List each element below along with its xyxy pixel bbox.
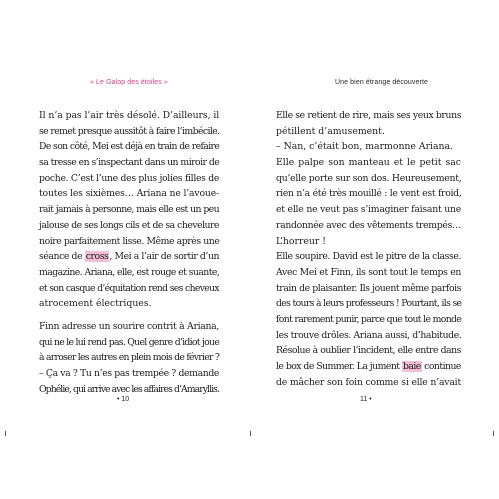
crop-mark-left (5, 431, 6, 436)
text-line: qui ne le lui rend pas. Quel genre d’idiot joue (39, 336, 220, 348)
body-text-left (39, 108, 219, 397)
body-text-right (276, 108, 461, 390)
text-line (276, 359, 461, 375)
text-line (39, 249, 219, 265)
text-fragment: , Mei a l’air de sortir d’un (109, 251, 220, 263)
text-line: Elle soupire. David est le pitre de la classe. (276, 251, 462, 263)
text-line: rait jamais à personne, mais elle est un peu (39, 204, 219, 216)
text-line: train de plaisanter. Ils jouent même parfois (276, 282, 461, 294)
text-line: noire parfaitement lisse. Même après une (39, 235, 220, 247)
text-line: sa tresse en s’inspectant dans un miroir de (39, 157, 220, 169)
text-line: Ophélie, qui arrive avec les affaires d’Amaryllis. (39, 383, 219, 395)
text-line: Elle se retient de rire, mais ses yeux bruns (276, 110, 462, 121)
highlighted-word: baie (402, 361, 421, 372)
text-fragment: séance de (39, 251, 85, 263)
text-line: rien n’a été très mouillé : le vent est froid, (276, 188, 462, 200)
running-head-right: Une bien étrange découverte (335, 79, 428, 86)
text-fragment: le box de Summer. La jument (276, 361, 402, 372)
text-line: toutes les sixièmes… Ariana ne l’avoue- (39, 188, 219, 200)
text-line: – Ça va ? Tu n’es pas trempée ? demande (39, 368, 220, 379)
text-line: randonnée avec des vêtements trempés… (276, 219, 461, 231)
text-line: se remet presque aussitôt à faire l’imbécile. (39, 125, 220, 137)
text-line: magazine. Ariana, elle, est rouge et suante, (39, 266, 220, 278)
right-page (250, 0, 499, 499)
crop-mark-right (493, 431, 494, 436)
text-line: qu’elle porte sur son dos. Heureusement, (276, 172, 462, 184)
paragraph-gap (39, 312, 219, 319)
text-line: et elle ne veut pas s’imaginer faisant une (276, 204, 461, 216)
text-fragment: continue (421, 361, 461, 372)
text-line: de mâcher son foin comme si elle n’avait (276, 376, 461, 388)
text-line: atrocement électriques. (39, 298, 152, 310)
text-line: jalouse de ses longs cils et de sa chevelure (39, 219, 219, 231)
text-line: des tours à leurs professeurs ! Pourtant, ils se (276, 298, 462, 310)
text-line: De son côté, Mei est déjà en train de refaire (39, 141, 220, 153)
text-line: poche. C’est l’une des plus jolies filles de (39, 172, 220, 184)
running-head-left: « Le Galop des étoiles » (90, 79, 168, 86)
text-line: les trouve drôles. Ariana aussi, d’habitude. (276, 329, 462, 341)
text-line: Il n’a pas l’air très désolé. D’ailleurs, il (39, 110, 220, 121)
text-line: Avec Mei et Finn, ils sont tout le temps en (276, 266, 462, 278)
text-line: L’horreur ! (276, 235, 326, 247)
text-line: Finn adresse un sourire contrit à Ariana, (39, 320, 219, 332)
page-number-right: 11 • (360, 396, 372, 403)
text-line: à arroser les autres en plein mois de février ? (39, 352, 220, 364)
text-line: – Nan, c’était bon, marmonne Ariana. (276, 141, 454, 153)
page-number-left: • 10 (117, 396, 130, 403)
highlighted-word: cross (85, 251, 109, 263)
text-line: pétillent d’amusement. (276, 125, 385, 137)
text-line: et son casque d’équitation rend ses cheveux (39, 282, 219, 294)
text-line: Elle palpe son manteau et le petit sac (276, 157, 461, 169)
text-line: font rarement punir, parce que tout le monde (276, 313, 462, 325)
text-line: Résolue à oublier l’incident, elle entre dans (276, 345, 461, 357)
crop-mark-center (250, 431, 251, 436)
